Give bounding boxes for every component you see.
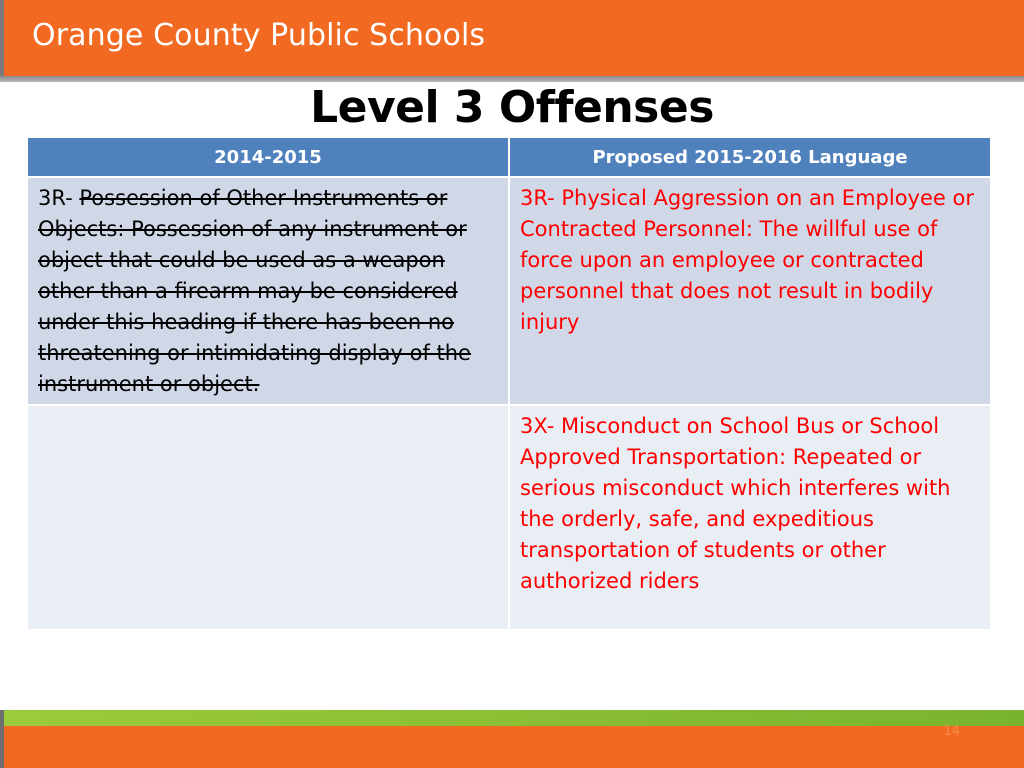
proposed-offense-text: 3R- Physical Aggression on an Employee or Contracted Personnel: The willful use of force upon an employee or contracted personnel that does not result in bodily injury <box>520 186 974 334</box>
table-row <box>27 405 991 630</box>
struck-offense-text: Possession of Other Instruments or Objects: Possession of any instrument or object that could be used as a weapon other than a firearm may be considered under this heading if there has been no threatening or intimidating display of the instrument or object. <box>38 186 471 396</box>
table-cell-right <box>509 177 991 405</box>
column-header-proposed: Proposed 2015-2016 Language <box>509 138 991 177</box>
slide-title: Level 3 Offenses <box>310 82 714 133</box>
proposed-offense-text: 3X- Misconduct on School Bus or School Approved Transportation: Repeated or serious misconduct which interferes with the orderly, safe, and expeditious transportation of students or other authorized riders <box>520 414 951 593</box>
header-bar <box>0 0 1024 76</box>
offenses-table <box>26 138 992 631</box>
column-header-2014-2015: 2014-2015 <box>27 138 509 177</box>
footer-green-band <box>0 710 1024 726</box>
header-left-edge <box>0 0 4 82</box>
page-number: 14 <box>943 724 960 739</box>
table-cell-left <box>27 405 509 630</box>
footer-left-edge <box>0 710 4 768</box>
table-cell-left <box>27 177 509 405</box>
table-row <box>27 177 991 405</box>
table-header-row <box>27 138 991 177</box>
offense-code: 3R- <box>38 186 80 210</box>
footer-orange-band <box>0 726 1024 768</box>
header-title: Orange County Public Schools <box>32 18 486 53</box>
table-cell-right <box>509 405 991 630</box>
